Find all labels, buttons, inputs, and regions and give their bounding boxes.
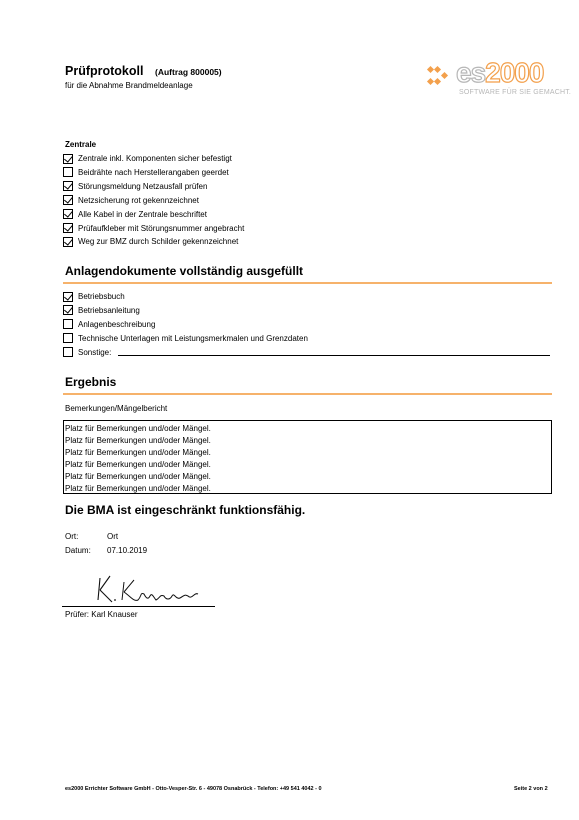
checklist-item[interactable] <box>63 346 111 359</box>
checkbox-checked[interactable] <box>63 154 73 164</box>
footer-company: es2000 Errichter Software GmbH - Otto-Vesper-Str. 6 - 49078 Osnabrück - Telefon: +49 541 4042 - 0 <box>65 786 322 792</box>
date-label: Datum: <box>65 546 91 555</box>
remark-line: Platz für Bemerkungen und/oder Mängel. <box>65 448 211 457</box>
checklist-item[interactable] <box>63 194 199 207</box>
checklist-item-label: Betriebsbuch <box>78 292 125 301</box>
checklist-item-label: Netzsicherung rot gekennzeichnet <box>78 195 199 205</box>
checklist-item-label: Sonstige: <box>78 347 112 357</box>
document-subtitle: für die Abnahme Brandmeldeanlage <box>65 81 193 90</box>
other-input-line[interactable] <box>118 355 550 356</box>
checklist-item[interactable] <box>63 290 125 303</box>
result-divider <box>63 393 552 395</box>
checkbox-unchecked[interactable] <box>63 347 73 357</box>
documents-divider <box>63 282 552 284</box>
checklist-item-label: Alle Kabel in der Zentrale beschriftet <box>78 209 207 219</box>
checklist-item-label: Beidrähte nach Herstellerangaben geerdet <box>78 167 229 177</box>
logo-text-es: es <box>456 57 486 88</box>
logo-text-2000: 2000 <box>485 57 544 88</box>
result-heading: Ergebnis <box>65 375 117 389</box>
checkbox-unchecked[interactable] <box>63 167 73 177</box>
checklist-item[interactable] <box>63 222 244 235</box>
order-number: (Auftrag 800005) <box>155 67 222 77</box>
checklist-item[interactable] <box>63 235 238 248</box>
checklist-item[interactable] <box>63 166 229 179</box>
checklist-item[interactable] <box>63 180 207 193</box>
checklist-item[interactable] <box>63 332 308 345</box>
checklist-item-label: Zentrale inkl. Komponenten sicher befestigt <box>78 154 232 163</box>
location-label: Ort: <box>65 532 79 541</box>
signature-line <box>62 606 215 607</box>
checklist-item[interactable] <box>63 152 232 165</box>
checkbox-unchecked[interactable] <box>63 333 73 343</box>
documents-heading: Anlagendokumente vollständig ausgefüllt <box>65 264 304 278</box>
remark-line: Platz für Bemerkungen und/oder Mängel. <box>65 436 211 445</box>
result-statement: Die BMA ist eingeschränkt funktionsfähig. <box>65 503 306 517</box>
signature-image <box>60 570 220 610</box>
remark-line: Platz für Bemerkungen und/oder Mängel. <box>65 424 211 433</box>
remarks-box[interactable] <box>63 420 552 494</box>
location-value: Ort <box>107 532 119 541</box>
remarks-label: Bemerkungen/Mängelbericht <box>65 404 168 413</box>
date-value: 07.10.2019 <box>107 546 148 555</box>
logo-wordmark <box>456 57 543 89</box>
checkbox-checked[interactable] <box>63 292 73 302</box>
remark-line: Platz für Bemerkungen und/oder Mängel. <box>65 472 211 481</box>
remark-line: Platz für Bemerkungen und/oder Mängel. <box>65 484 211 493</box>
checklist-item-label: Prüfaufkleber mit Störungsnummer angebracht <box>78 223 245 233</box>
checkbox-checked[interactable] <box>63 195 73 205</box>
checkbox-checked[interactable] <box>63 305 73 315</box>
checkbox-checked[interactable] <box>63 209 73 219</box>
page-number: Seite 2 von 2 <box>514 786 548 792</box>
remark-line: Platz für Bemerkungen und/oder Mängel. <box>65 460 211 469</box>
checklist-item[interactable] <box>63 304 140 317</box>
checkbox-unchecked[interactable] <box>63 319 73 329</box>
checklist-item[interactable] <box>63 318 155 331</box>
checklist-item-label: Anlagenbeschreibung <box>78 319 156 329</box>
checkbox-checked[interactable] <box>63 181 73 191</box>
checklist-item-label: Technische Unterlagen mit Leistungsmerkmalen und Grenzdaten <box>78 333 308 343</box>
checkbox-checked[interactable] <box>63 237 73 247</box>
checklist-item-label: Betriebsanleitung <box>78 305 140 315</box>
checkbox-checked[interactable] <box>63 223 73 233</box>
checklist-item-label: Störungsmeldung Netzausfall prüfen <box>78 181 208 191</box>
examiner-name: Prüfer: Karl Knauser <box>65 610 138 619</box>
logo-mark-icon <box>426 64 452 88</box>
checklist-item[interactable] <box>63 208 207 221</box>
logo-tagline: SOFTWARE FÜR SIE GEMACHT. <box>459 89 572 96</box>
zentrale-heading: Zentrale <box>65 140 97 149</box>
checklist-item-label: Weg zur BMZ durch Schilder gekennzeichnet <box>78 237 239 247</box>
document-title: Prüfprotokoll <box>65 64 144 78</box>
